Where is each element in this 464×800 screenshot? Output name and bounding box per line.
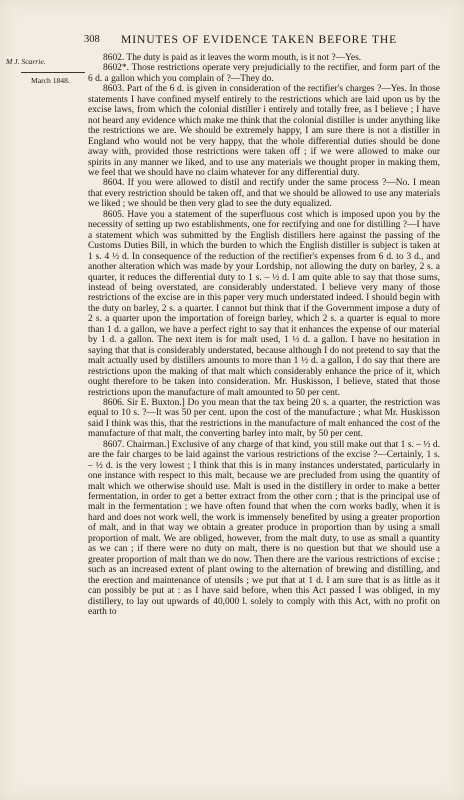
margin-divider (21, 72, 85, 73)
margin-witness-name: M J. Scarrie. (6, 57, 46, 66)
paragraph-8606: 8606. Sir E. Buxton.] Do you mean that the tax being 20 s. a quarter, the restriction was equal to 10 s. ?—It was 50 per cent. upon the cost of the manufacture ; what Mr. Huskisson said I think was this, that the restrictions in the manufacture of malt enhanced the cost of the manufacture of that malt, the converting barley into malt, by 50 per cent. (88, 397, 440, 440)
margin-date: March 1848. (31, 76, 70, 85)
running-head: MINUTES OF EVIDENCE TAKEN BEFORE THE (121, 33, 398, 46)
paragraph-8603: 8603. Part of the 6 d. is given in consideration of the rectifier's charges ?—Yes. In those statements I have confined myself entirely to the restrictions which are laid upon us by the excise laws, from which the colonial distiller i entirely and totally free, as I believe ; I have not heard any evidence which make me think that the colonial distiller is under anything like the restrictions we are. We should be extremely happy, I am sure there is not a distiller in England who would not be very happy, that the whole differential duties should be done away with, provided those restrictions were taken off ; if we were allowed to make our spirits in any manner we liked, and to use any materials we thought proper in making them, we feel that we should have no claim whatever for any differential duty. (88, 84, 440, 178)
paragraph-8604: 8604. If you were allowed to distil and rectify under the same process ?—No. I mean that every restriction should be taken off, and that we should be allowed to use any materials we liked ; we should be then very glad to see the duty equalized. (88, 178, 440, 210)
paragraph-8605: 8605. Have you a statement of the superfluous cost which is imposed upon you by the necessity of setting up two establishments, one for rectifying and one for distilling ?—I have a statement which was submitted by the English distillers here against the passing of the Customs Duties Bill, in which the burden to which the English distiller is subject is taken at 1 s. 4 ½ d. In consequence of the reduction of the rectifier's expenses from 6 d. to 3 d., and another alteration which was made by your Lordship, not allowing the duty on barley, 2 s. a quarter, it reduces the differential duty to 1 s. – ½ d. I am quite able to say that those sums, instead of being overstated, are considerably understated. I believe very many of those restrictions of the excise are in this paper very much understated indeed. I should begin with the duty on barley, 2 s. a quarter. I cannot but think that if the Government impose a duty of 2 s. a quarter upon the importation of foreign barley, which 2 s. a quarter is equal to more than 1 d. a gallon, we have a perfect right to say that it enhances the expense of our material by 1 d. a gallon. The next item is for malt used, 1 ½ d. a gallon. I have no hesitation in saying that that is considerably understated, because although I do not pretend to say that the malt actually used by distillers amounts to more than 1 ½ d. a gallon, I do say that there are restrictions upon the making of that malt which considerably enhance the price of it, which ought therefore to be taken into consideration. Mr. Huskisson, I believe, stated that those restrictions upon the manufacture of malt amounted to 50 per cent. (88, 209, 440, 398)
paragraph-8602: 8602. The duty is paid as it leaves the worm mouth, is it not ?—Yes. (103, 53, 362, 63)
body-text (88, 53, 440, 617)
page-number: 308 (84, 34, 100, 45)
paragraph-8607: 8607. Chairman.] Exclusive of any charge of that kind, you still make out that 1 s. – ½ d. are the fair charges to be laid against the various restrictions of the excise ?—Certainly, 1 s. – ½ d. is the very lowest ; I think that this is in many instances understated, particularly in one instance with respect to this malt, because we are precluded from using the quantity of malt which we otherwise should use. Malt is used in the distillery in order to make a better fermentation, in order to get a better extract from the other corn ; that is the principal use of malt in the fermentation ; we have often found that when the corn works badly, when it is hard and does not work well, the work is immensely benefited by using a greater proportion of malt, and in that way we obtain a greater produce in proportion than by using a small proportion of malt. We are obliged, however, from the malt duty, to use as small a quantity as we can ; if there were no duty on malt, there is no question but that we should use a greater proportion of malt than we do now. Then there are the various restrictions of excise ; such as an increased extent of plant owing to the alternation of brewing and distilling, and the erection and maintenance of utensils ; we put that at 1 d. I am sure that is as little as it can possibly be put at : as I have said before, when this Act passed I was obliged, in my distillery, to lay out upwards of 40,000 l. solely to comply with this Act, with no profit on earth to (88, 439, 440, 618)
page-header (0, 34, 464, 48)
paragraph-8602-star: 8602*. Those restrictions operate very prejudicially to the rectifier, and form part of the 6 d. a gallon which you complain of ?—They do. (88, 63, 440, 84)
